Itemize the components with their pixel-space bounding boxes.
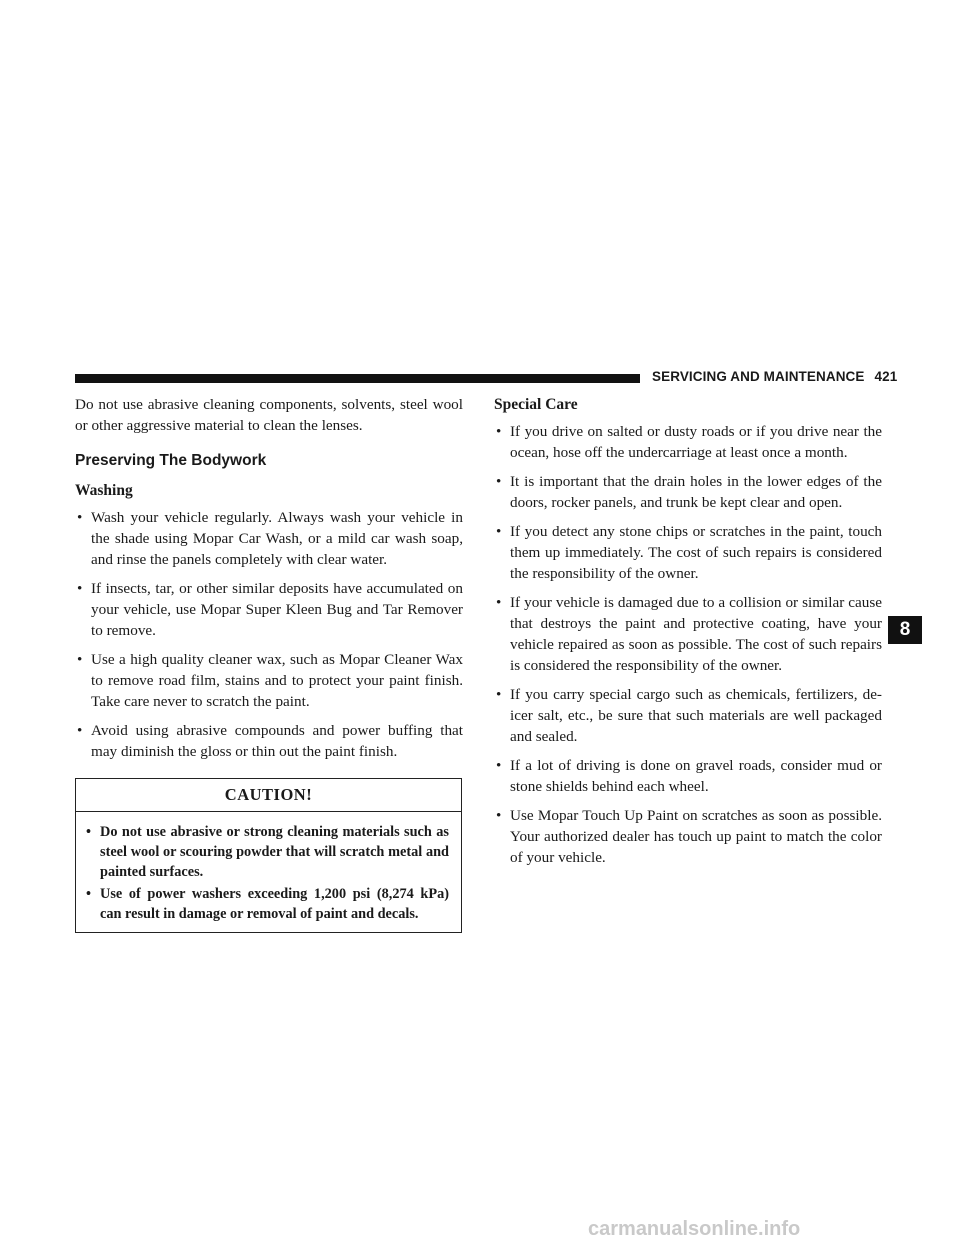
- list-item: • Use Mopar Touch Up Paint on scratches as soon as possible. Your authorized dealer has touch up paint to match the color of your vehicle.: [496, 807, 882, 866]
- watermark: carmanualsonline.info: [588, 1218, 801, 1240]
- chapter-tab: 8: [888, 616, 922, 644]
- bullet-icon: •: [86, 886, 92, 902]
- list-item: • Avoid using abrasive compounds and power buffing that may diminish the gloss or thin out the paint finish.: [77, 722, 463, 760]
- list-item: • If insects, tar, or other similar deposits have accumulated on your vehicle, use Mopar Super Kleen Bug and Tar Remover to remove.: [77, 580, 463, 639]
- list-item: • If a lot of driving is done on gravel roads, consider mud or stone shields behind each wheel.: [496, 757, 882, 795]
- bullet-icon: •: [496, 473, 502, 490]
- bullet-icon: •: [496, 757, 502, 774]
- list-item: • If you carry special cargo such as chemicals, fertilizers, de-icer salt, etc., be sure that such materials are well packaged and sealed.: [496, 686, 882, 745]
- washing-list: [75, 507, 463, 762]
- right-column: [494, 394, 882, 876]
- list-item: • If you drive on salted or dusty roads or if you drive near the ocean, hose off the undercarriage at least once a month.: [496, 423, 882, 461]
- header-rule: [75, 374, 640, 383]
- page-number: 421: [874, 369, 898, 384]
- list-item: • If you detect any stone chips or scratches in the paint, touch them up immediately. The cost of such repairs is considered the responsibility of the owner.: [496, 523, 882, 582]
- bullet-icon: •: [496, 594, 502, 611]
- bullet-icon: •: [77, 509, 83, 526]
- bullet-icon: •: [496, 523, 502, 540]
- caution-item: • Do not use abrasive or strong cleaning materials such as steel wool or scouring powder that will scratch metal and painted surfaces.: [86, 824, 449, 880]
- section-title: SERVICING AND MAINTENANCE: [652, 369, 865, 384]
- caution-title: CAUTION!: [76, 779, 461, 812]
- bullet-icon: •: [77, 722, 83, 739]
- list-item: • It is important that the drain holes in the lower edges of the doors, rocker panels, and trunk be kept clear and open.: [496, 473, 882, 511]
- running-header: [652, 369, 898, 389]
- list-item: • Wash your vehicle regularly. Always wash your vehicle in the shade using Mopar Car Wash, or a mild car wash soap, and rinse the panels completely with clear water.: [77, 509, 463, 568]
- bullet-icon: •: [77, 580, 83, 597]
- list-item: • Use a high quality cleaner wax, such as Mopar Cleaner Wax to remove road film, stains and to protect your paint finish. Take care never to scratch the paint.: [77, 651, 463, 710]
- bullet-icon: •: [77, 651, 83, 668]
- caution-box: [75, 778, 462, 933]
- washing-subheading: Washing: [75, 482, 133, 499]
- caution-list: [76, 812, 461, 932]
- intro-paragraph: Do not use abrasive cleaning components, solvents, steel wool or other aggressive material to clean the lenses.: [75, 396, 463, 434]
- bullet-icon: •: [496, 686, 502, 703]
- bullet-icon: •: [496, 423, 502, 440]
- special-care-subheading: Special Care: [494, 396, 578, 413]
- list-item: • If your vehicle is damaged due to a collision or similar cause that destroys the paint and protective coating, have your vehicle repaired as soon as possible. The cost of such repairs is considered the responsibility of the owner.: [496, 594, 882, 674]
- special-care-list: [494, 421, 882, 868]
- caution-item: • Use of power washers exceeding 1,200 psi (8,274 kPa) can result in damage or removal of paint and decals.: [86, 886, 449, 922]
- bullet-icon: •: [496, 807, 502, 824]
- left-column: [75, 394, 463, 933]
- bullet-icon: •: [86, 824, 92, 840]
- section-heading: Preserving The Bodywork: [75, 452, 267, 469]
